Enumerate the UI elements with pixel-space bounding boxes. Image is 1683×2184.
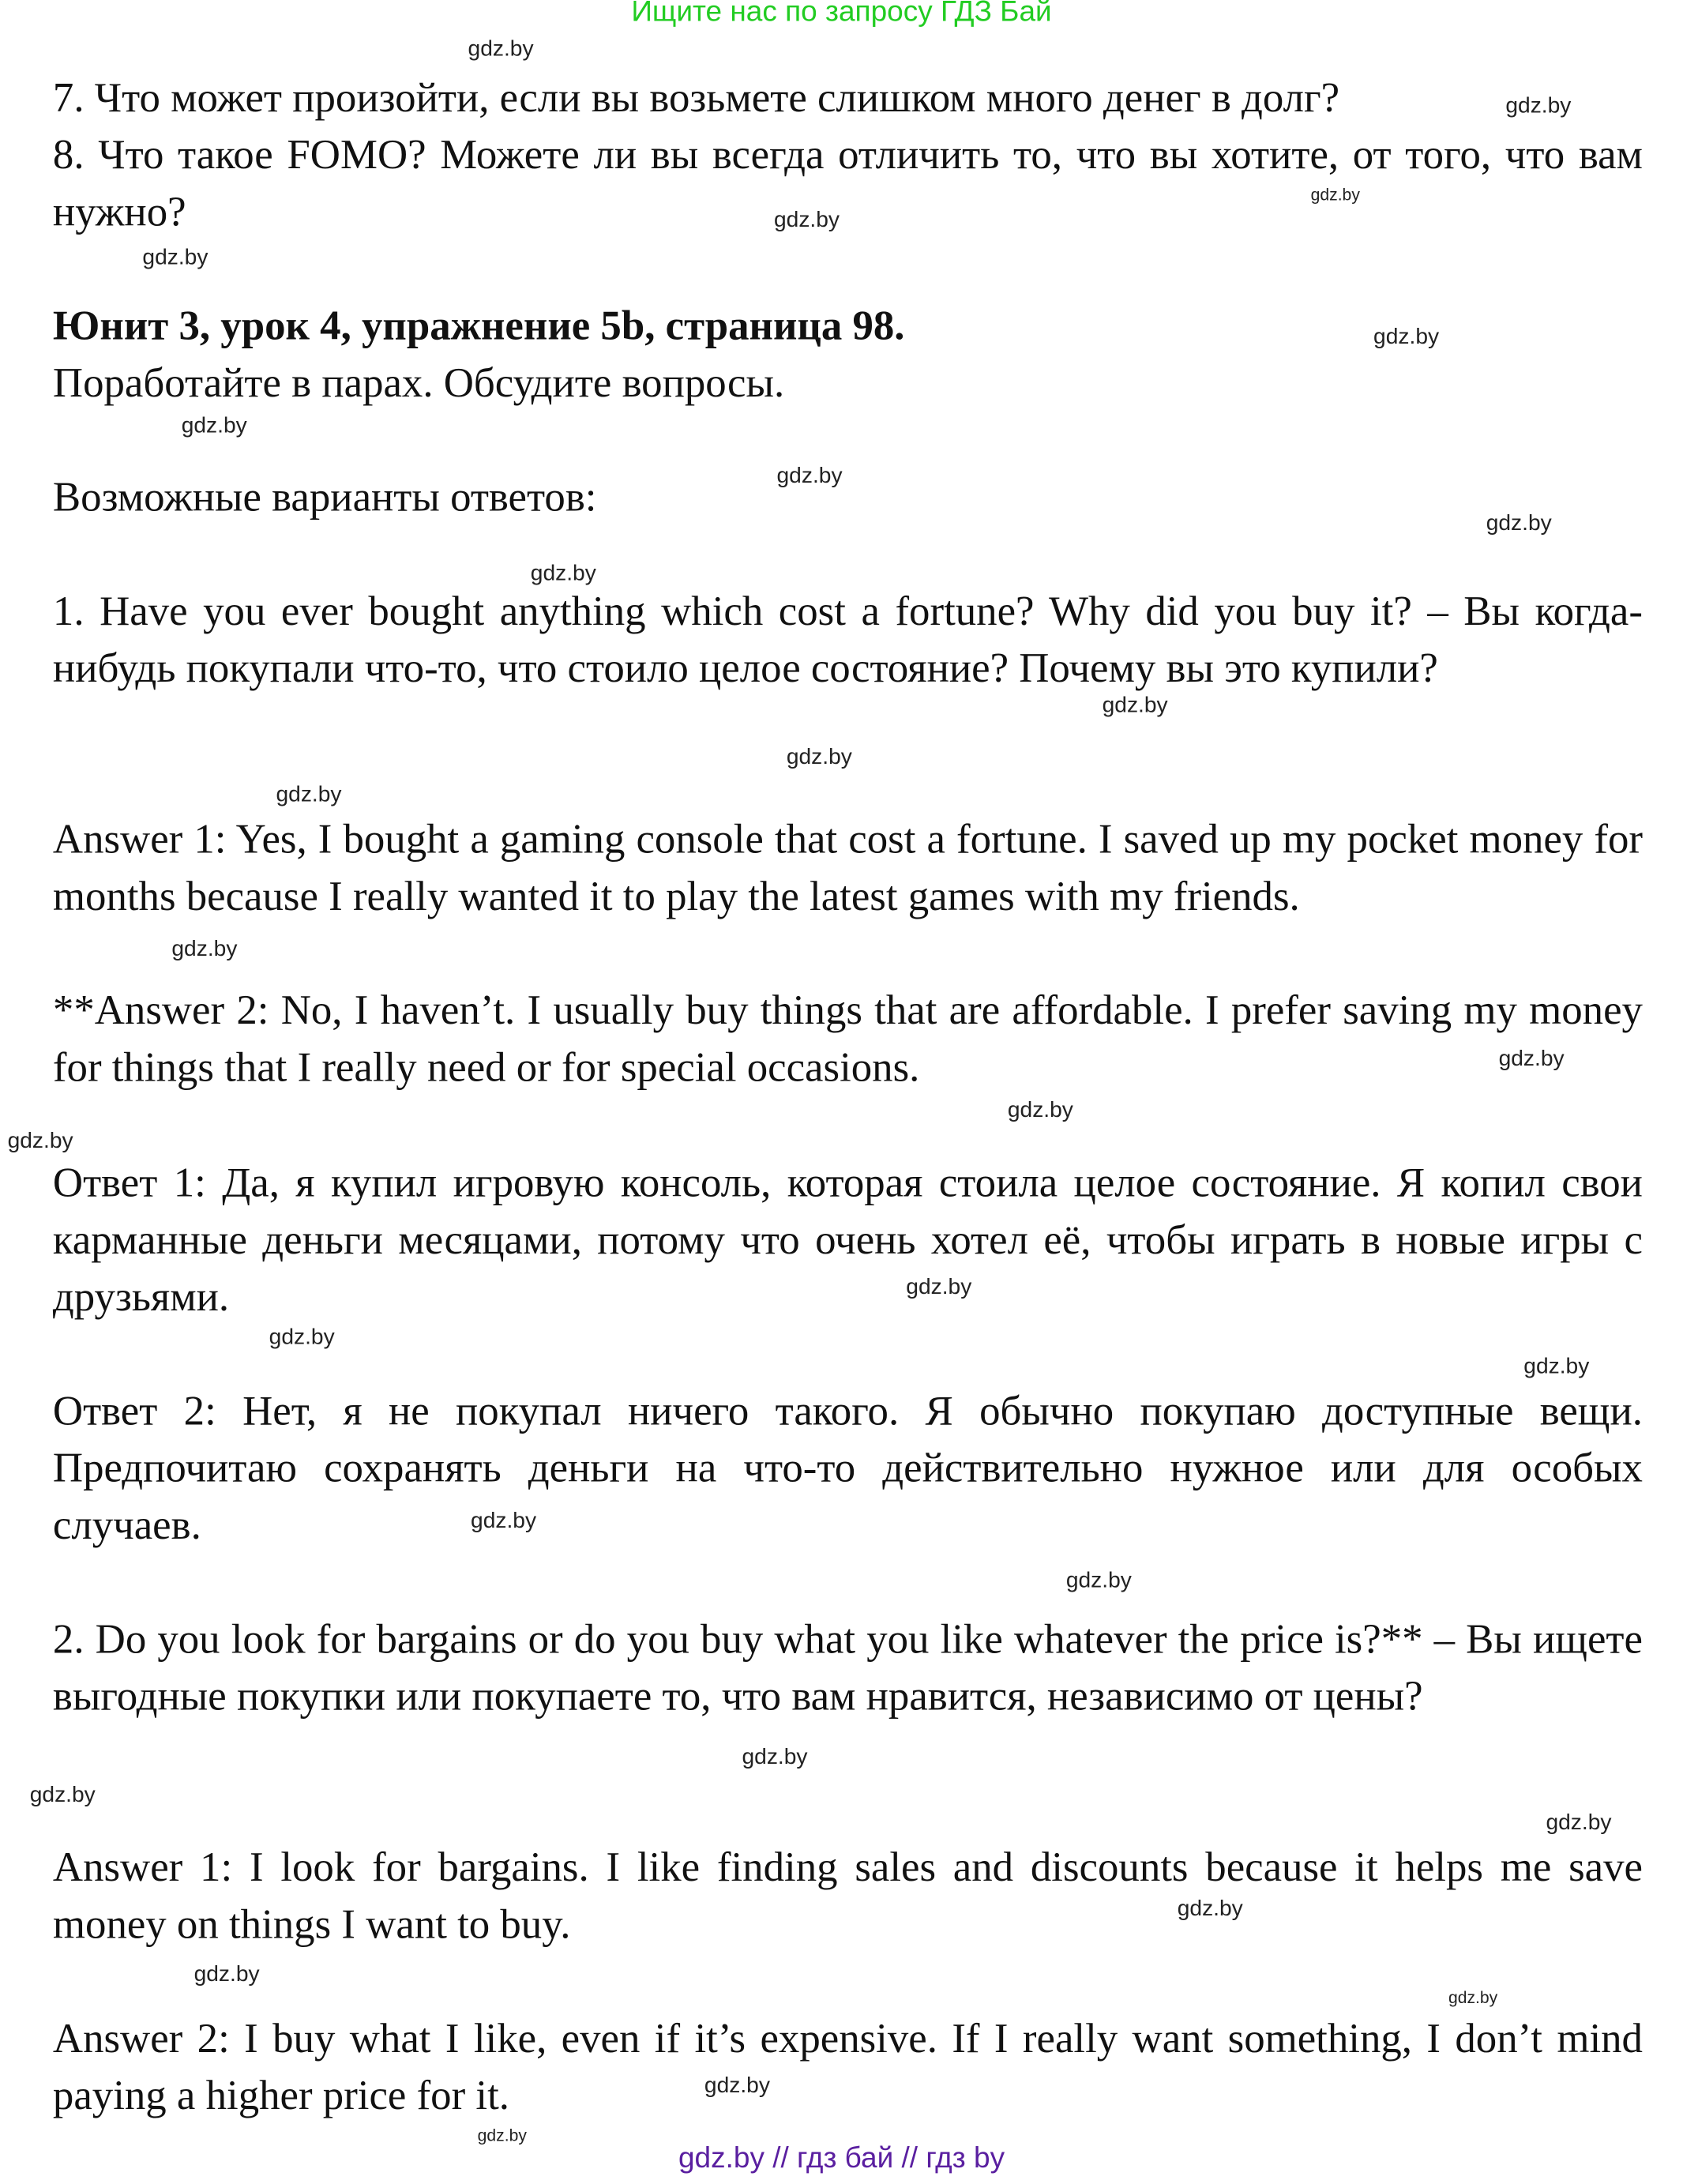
watermark: gdz.by — [7, 1130, 73, 1154]
q1-answer-1: Answer 1: Yes, I bought a gaming console that cost a fortune. I saved up my pocket money for months because I really wanted it to play the latest games with my friends. — [52, 816, 1643, 920]
q2-answer-1: Answer 1: I look for bargains. I like finding sales and discounts because it helps me save money on things I want to buy. — [52, 1844, 1643, 1948]
watermark: gdz.by — [742, 1746, 808, 1770]
question-8: 8. Что такое FOMO? Можете ли вы всегда отличить то, что вы хотите, от того, что вам нужно? — [52, 132, 1643, 235]
watermark: gdz.by — [1177, 1897, 1243, 1922]
watermark: gdz.by — [171, 938, 238, 961]
watermark: gdz.by — [773, 209, 840, 233]
question-7: 7. Что может произойти, если вы возьмете слишком много денег в долг? — [52, 75, 1340, 122]
watermark: gdz.by — [468, 37, 534, 62]
q2-answer-2: Answer 2: I buy what I like, even if it’s expensive. If I really want something, I don’t mind paying a higher price for it. — [52, 2015, 1643, 2119]
watermark: gdz.by — [1310, 185, 1360, 205]
question-2: 2. Do you look for bargains or do you buy what you like whatever the price is?** – Вы ищете выгодные покупки или покупаете то, что вам нравится, независимо от цены? — [52, 1616, 1643, 1720]
watermark: gdz.by — [29, 1783, 96, 1807]
watermark: gdz.by — [1007, 1099, 1073, 1123]
q1-russian-answer-1: Ответ 1: Да, я купил игровую консоль, которая стоила целое состояние. Я копил свои карманные деньги месяцами, потому что очень хотел её, чтобы играть в новые игры с друзьями. — [52, 1160, 1643, 1321]
task-text: Поработайте в парах. Обсудите вопросы. — [52, 360, 785, 407]
watermark: gdz.by — [142, 246, 208, 270]
watermark: gdz.by — [1448, 1987, 1498, 2008]
watermark: gdz.by — [906, 1276, 972, 1299]
watermark: gdz.by — [477, 2126, 527, 2145]
watermark: gdz.by — [1505, 94, 1572, 118]
watermark: gdz.by — [1546, 1811, 1612, 1836]
watermark: gdz.by — [776, 464, 843, 489]
watermark: gdz.by — [530, 562, 596, 586]
watermark: gdz.by — [1065, 1569, 1132, 1593]
watermark: gdz.by — [193, 1963, 260, 1987]
q1-answer-2: **Answer 2: No, I haven’t. I usually buy things that are affordable. I prefer saving my money for things that I really need or for special occasions. — [52, 987, 1643, 1091]
footer-links[interactable]: gdz.by // гдз бай // гдз by — [678, 2142, 1005, 2175]
exercise-heading: Юнит 3, урок 4, упражнение 5b, страница 98. — [52, 303, 905, 350]
watermark: gdz.by — [181, 414, 247, 438]
promo-banner[interactable]: Ищите нас по запросу ГДЗ Бай — [631, 0, 1052, 28]
watermark: gdz.by — [471, 1509, 537, 1533]
watermark: gdz.by — [786, 746, 852, 769]
q1-russian-answer-2: Ответ 2: Нет, я не покупал ничего такого. Я обычно покупаю доступные вещи. Предпочитаю сохранять деньги на что-то действительно нужное или для особых случаев. — [52, 1388, 1643, 1549]
watermark: gdz.by — [1523, 1355, 1590, 1379]
watermark: gdz.by — [704, 2073, 770, 2098]
watermark: gdz.by — [1373, 325, 1440, 350]
watermark: gdz.by — [1498, 1047, 1565, 1072]
watermark: gdz.by — [1486, 512, 1552, 536]
watermark: gdz.by — [1102, 694, 1168, 718]
watermark: gdz.by — [276, 783, 342, 807]
possible-answers-label: Возможные варианты ответов: — [52, 474, 597, 521]
question-1: 1. Have you ever bought anything which cost a fortune? Why did you buy it? – Вы когда-нибудь покупали что-то, что стоило целое состояние? Почему вы это купили? — [52, 588, 1643, 692]
watermark: gdz.by — [269, 1325, 335, 1350]
